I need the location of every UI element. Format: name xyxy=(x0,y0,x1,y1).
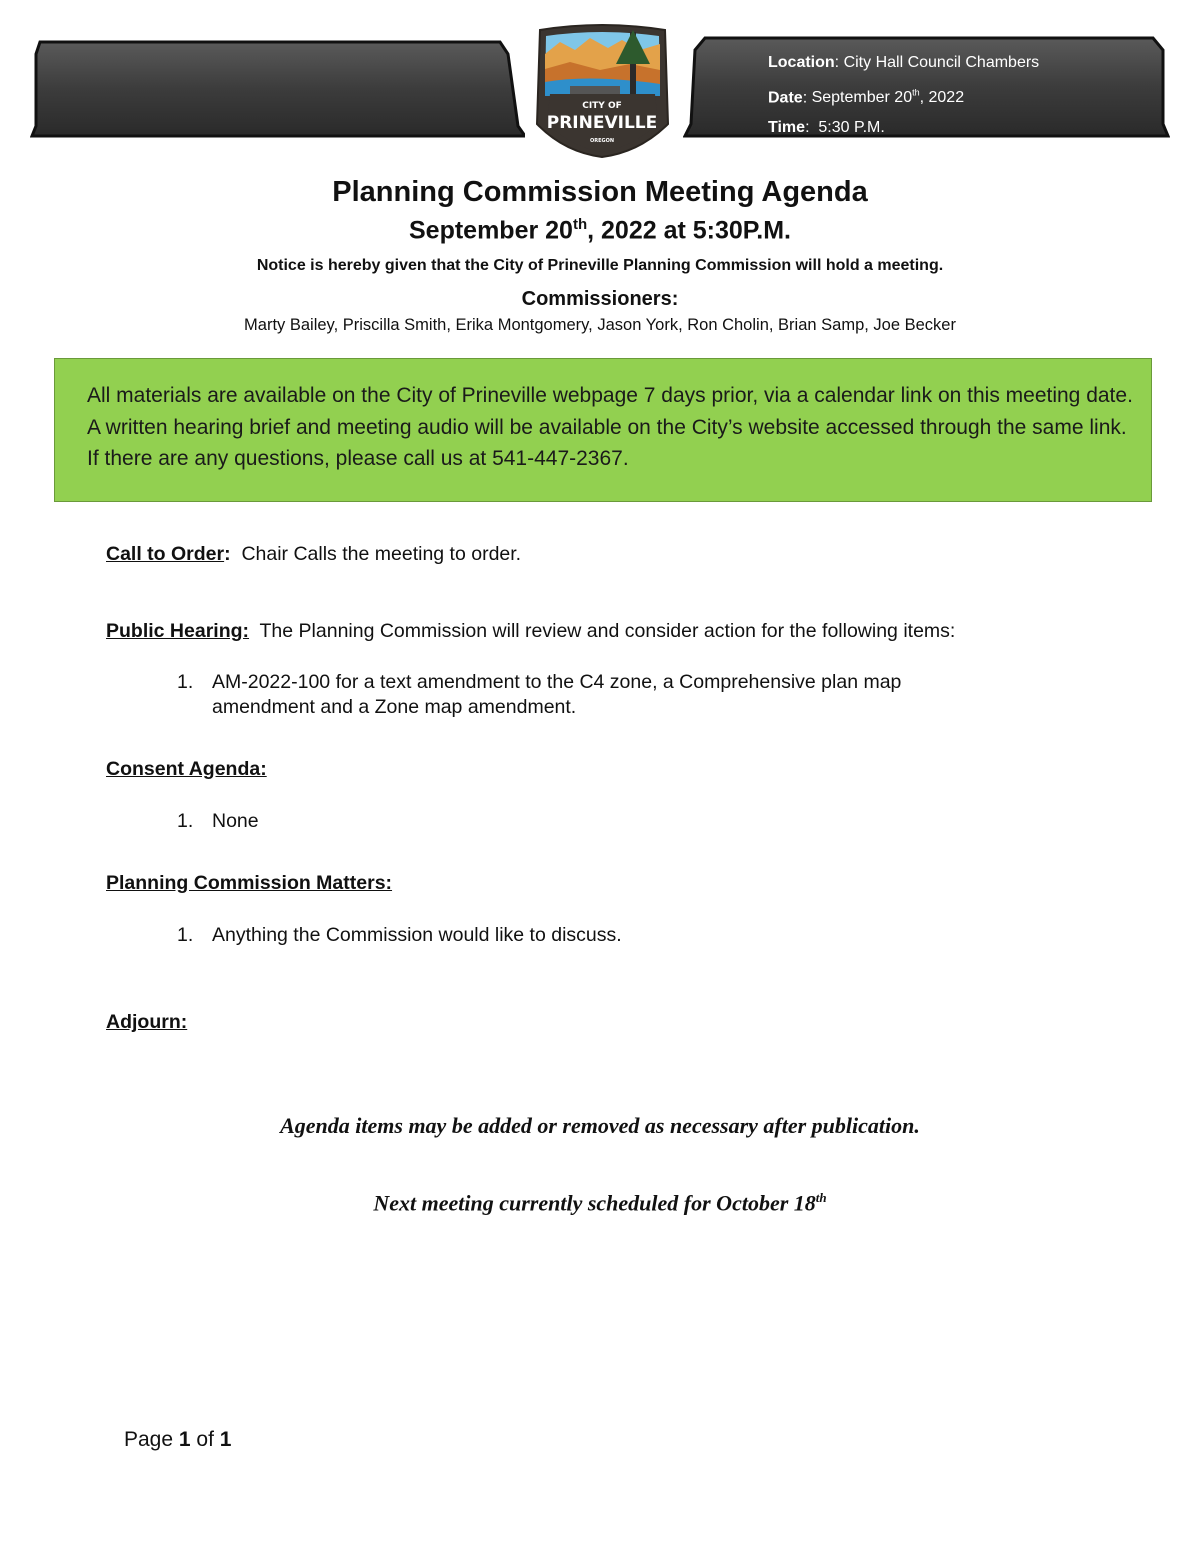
logo-line3: OREGON xyxy=(589,138,615,144)
time-value: 5:30 P.M. xyxy=(818,119,885,137)
materials-info-box xyxy=(54,358,1152,502)
meeting-info xyxy=(768,48,1039,143)
public-hearing-item-text: AM-2022-100 for a text amendment to the C4 zone, a Comprehensive plan map amendment and a Zone map amendment. xyxy=(212,671,902,718)
commissioners-names: Marty Bailey, Priscilla Smith, Erika Montgomery, Jason York, Ron Cholin, Brian Samp, Joe Becker xyxy=(244,316,956,334)
consent-agenda-item-text: None xyxy=(212,810,259,832)
commissioners-heading: Commissioners: xyxy=(521,288,679,310)
consent-agenda-heading: Consent Agenda: xyxy=(106,758,267,780)
pc-matters-heading: Planning Commission Matters: xyxy=(106,872,393,894)
call-to-order-heading: Call to Order xyxy=(106,543,225,565)
planning-commission-matters xyxy=(106,872,392,895)
list-item: 1. None xyxy=(177,809,1077,835)
adjourn xyxy=(106,1011,187,1034)
pc-matters-item-text: Anything the Commission would like to discuss. xyxy=(212,924,622,946)
logo-line2: PRINEVILLE xyxy=(546,113,658,133)
city-of-prineville-logo xyxy=(530,24,675,159)
public-hearing-heading: Public Hearing: xyxy=(106,620,250,642)
page-subtitle: September 20th, 2022 at 5:30P.M. xyxy=(409,216,791,245)
date-value: September 20th, 2022 xyxy=(811,88,965,107)
consent-agenda xyxy=(106,758,267,781)
page-number: Page 1 of 1 xyxy=(124,1428,232,1451)
meeting-notice: Notice is hereby given that the City of Prineville Planning Commission will hold a meeting. xyxy=(256,257,944,274)
call-to-order-text: Chair Calls the meeting to order. xyxy=(241,543,522,565)
time-line: Time: 5:30 P.M. xyxy=(768,119,885,137)
public-hearing-text: The Planning Commission will review and consider action for the following items: xyxy=(259,620,956,642)
call-to-order: Call to Order: Chair Calls the meeting to order. xyxy=(106,543,522,565)
location-line: Location: City Hall Council Chambers xyxy=(768,54,1040,71)
public-hearing xyxy=(106,620,955,643)
adjourn-heading: Adjourn: xyxy=(106,1011,188,1033)
materials-info-text: All materials are available on the City of Prineville webpage 7 days prior, via a calendar link on this meeting date. A written hearing brief and meeting audio will be available on the City’s website accessed through the same link. If there are any questions, please call us at 541-447-2367. xyxy=(87,384,1133,470)
logo-line1: CITY OF xyxy=(582,101,622,111)
list-item: 1. AM-2022-100 for a text amendment to the C4 zone, a Comprehensive plan map amendment and a Zone map amendment. xyxy=(177,670,1077,722)
location-value: City Hall Council Chambers xyxy=(843,54,1040,71)
list-item: 1. Anything the Commission would like to discuss. xyxy=(177,923,1077,949)
date-line: Date: September 20th, 2022 xyxy=(768,88,965,107)
agenda-change-note: Agenda items may be added or removed as necessary after publication. xyxy=(280,1113,920,1138)
next-meeting-note: Next meeting currently scheduled for October 18th xyxy=(373,1190,827,1216)
page-title: Planning Commission Meeting Agenda xyxy=(332,176,868,208)
header-bar-left xyxy=(30,40,525,138)
